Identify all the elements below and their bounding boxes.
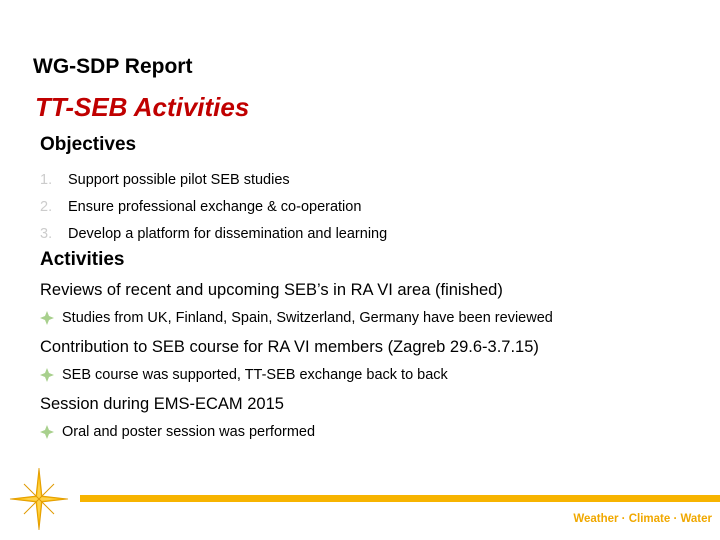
activity-bullet bbox=[40, 367, 448, 383]
activity-title: Contribution to SEB course for RA VI members (Zagreb 29.6-3.7.15) bbox=[40, 338, 539, 356]
objective-text: Support possible pilot SEB studies bbox=[68, 171, 290, 188]
header-title: WG-SDP Report bbox=[33, 55, 193, 78]
diamond-bullet-icon bbox=[40, 311, 54, 325]
activities-heading: Activities bbox=[40, 249, 125, 270]
objectives-list bbox=[40, 166, 387, 247]
activity-title: Reviews of recent and upcoming SEB’s in RA VI area (finished) bbox=[40, 281, 503, 299]
activity-bullet-text: Studies from UK, Finland, Spain, Switzerland, Germany have been reviewed bbox=[62, 310, 553, 326]
objective-item bbox=[40, 166, 387, 193]
activity-bullet-text: SEB course was supported, TT-SEB exchange back to back bbox=[62, 367, 448, 383]
list-number: 2. bbox=[40, 198, 53, 215]
objectives-heading: Objectives bbox=[40, 134, 137, 155]
footer-tagline: Weather · Climate · Water bbox=[573, 513, 712, 525]
objective-item bbox=[40, 193, 387, 220]
list-number: 3. bbox=[40, 225, 53, 242]
list-number: 1. bbox=[40, 171, 53, 188]
slide-title: TT-SEB Activities bbox=[35, 92, 250, 122]
activity-bullet bbox=[40, 424, 315, 440]
objective-text: Ensure professional exchange & co-operation bbox=[68, 198, 362, 215]
diamond-bullet-icon bbox=[40, 425, 54, 439]
compass-star-icon bbox=[8, 466, 70, 532]
diamond-bullet-icon bbox=[40, 368, 54, 382]
objective-text: Develop a platform for dissemination and learning bbox=[68, 225, 388, 242]
activity-bullet-text: Oral and poster session was performed bbox=[62, 424, 316, 440]
activity-title: Session during EMS-ECAM 2015 bbox=[40, 395, 284, 413]
objective-item bbox=[40, 220, 387, 247]
footer-accent-bar bbox=[80, 495, 720, 502]
activity-bullet bbox=[40, 310, 553, 326]
